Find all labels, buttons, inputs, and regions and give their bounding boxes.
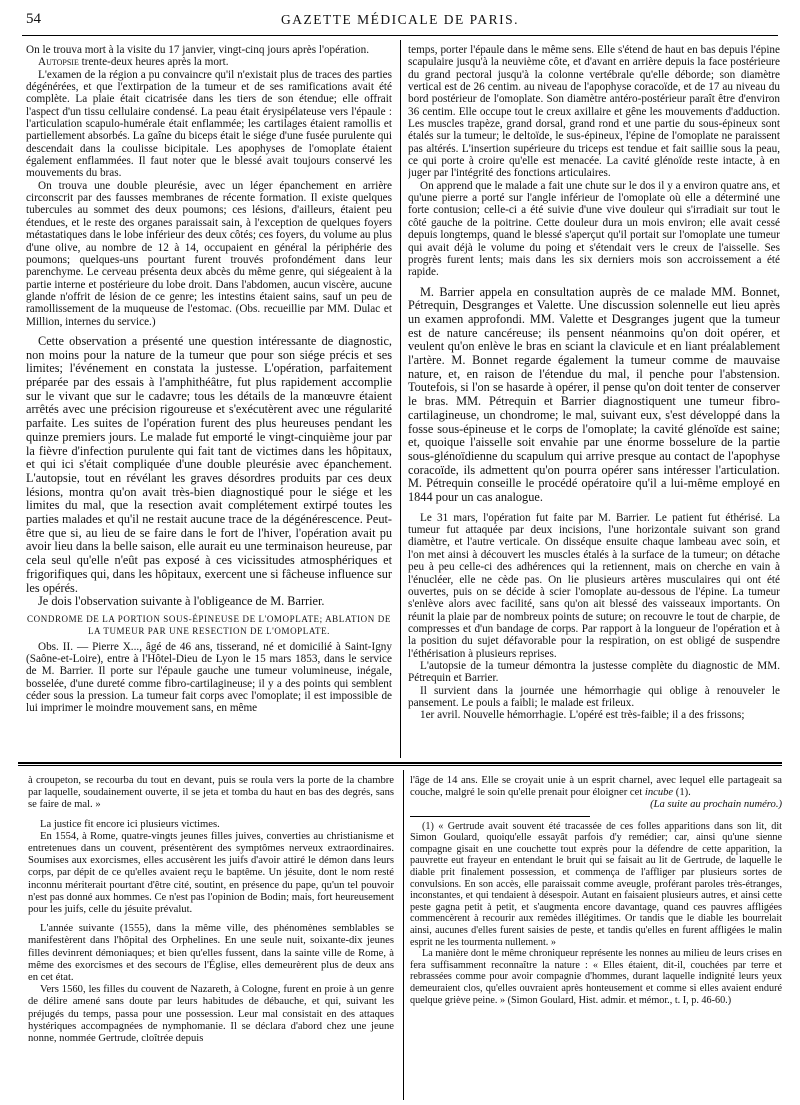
paragraph: Cette observation a présenté une question intéressante de diagnostic, non moins pour la nature de la tumeur que pour son siége précis et ses limites; l'événement en constata la justesse. L'opération, parfaitement préparée par des essais à l'amphithéâtre, fut plus rapidement accomplie sur le vivant que sur le cadavre; tous les détails de la manœuvre étaient arrêtés avec une précision rigoureuse et s'exécutèrent avec une régularité parfaite. Les suites de l'opération furent des plus heureuses pendant les quinze premiers jours. Le malade fut emporté le vingt-cinquième jour par la fièvre d'infection purulente qui fait tant de victimes dans les hôpitaux, et qui ici s'était compliquée d'une double pleurésie avec épanchement. L'autopsie, tout en révélant les graves désordres produits par ces deux lésions, montra qu'on avait très-bien diagnostiqué pour le siége et les limites du mal, que la resection avait complétement extirpé toutes les parties malades et qu'il ne restait aucune trace de la dégénérescence. Peut-être que si, au lieu de se faire dans le fort de l'hiver, l'opération avait pu avoir lieu dans la belle saison, elle aurait eu une terminaison heureuse, par cela seul qu'elle n'eût pas exposé à ces vicissitudes atmosphériques et frigorifiques qui, dans les hôpitaux, exercent une si fâcheuse influence sur les opérés. [26,333,392,595]
footnote-rule [410,816,590,817]
section-title: CONDROME DE LA PORTION SOUS-ÉPINEUSE DE L'OMOPLATE; ABLATION DE LA TUMEUR PAR UNE RESECTION DE L'OMOPLATE. [27,613,391,637]
continuation-note: (La suite au prochain numéro.) [650,799,782,811]
footnote: La manière dont le même chroniqueur représente les nonnes au milieu de leurs crises en fera suffisamment reconnaître la nature : « Elles étaient, dit-il, couchées par terre et rebrassées comme pour avoir compagnie d'hommes, durant laquelle indignité leurs yeux demeuraient clos, qu'elles ouvraient après honteusement et comme si elles avaient enduré quelque griève peine. » (Simon Goulard, Hist. admir. et mémor., t. I, p. 46-60.) [410,948,782,1006]
paragraph: temps, porter l'épaule dans le même sens. Elle s'étend de haut en bas depuis l'épine scapulaire jusqu'à la neuvième côte, et d'avant en arrière depuis la face postérieure du grand pectoral jusqu'à la colonne vertébrale qu'elle déborde; son diamètre vertical est de 26 centim. au niveau de l'apophyse coracoïde, et de 17 au niveau du bord postérieur de l'omoplate. Son diamètre antéro-postérieur paraît être d'environ 36 centim. Elle occupe tout le creux axillaire et gêne les mouvements d'adduction. Les muscles trapèze, grand dorsal, grand rond et une partie du sous-épineux sont étalés sur la tumeur; le deltoïde, le sus-épineux, l'épine de l'omoplate ne paraissent pas altérés. L'insertion supérieure du triceps est tendue et fait saillie sous la peau, ce qui porte à croire qu'elle est menacée. La cavité glénoïde reste intacte, à en juger par l'intégrité des fonctions articulaires. [408,44,780,180]
autopsy-text: trente-deux heures après la mort. [78,56,229,69]
feuilleton-right-column [410,775,782,1101]
feuilleton-rule-thin [18,765,782,766]
page-header [22,9,778,36]
paragraph [410,775,782,799]
left-column [26,44,392,756]
page-number: 54 [26,11,41,27]
paragraph: 1er avril. Nouvelle hémorrhagie. L'opéré est très-faible; il a des frissons; [420,709,745,722]
feuilleton-left-column [28,775,394,1101]
column-divider [400,40,401,758]
paragraph: M. Barrier appela en consultation auprès de ce malade MM. Bonnet, Pétrequin, Desgranges et Valette. Une discussion solennelle eut lieu après un examen approfondi. MM. Valette et Desgranges jugent que la tumeur est de nature cancéreuse; ils pensent néanmoins qu'on doit opérer, et veulent qu'on enlève le bras en sciant la clavicule et en liant préalablement l'artère. M. Bonnet regarde également la tumeur comme de mauvaise nature, et, en raison de l'étendue du mal, il penche pour l'abstension. Toutefois, si l'on se hasarde à opérer, il pense qu'on doit tenter de conserver le bras. MM. Pétrequin et Barrier diagnostiquent une tumeur fibro-cartilagineuse, un chondrome; le mal, suivant eux, s'est développé dans la fosse sous-épineuse et le corps de l'omoplate; la cavité glénoïde est saine; et, quoique l'aisselle soit envahie par une énorme bosselure de la partie sous-glénoïdienne du scapulum qui arrive presque au contact de l'apophyse coracoïde, ils admettent qu'on pourra opérer sans intéresser l'articulation. M. Pétrequin conseille le procédé opératoire qu'il a lui-même employé en 1844 pour un cas analogue. [408,284,780,505]
paragraph: On apprend que le malade a fait une chute sur le dos il y a environ quatre ans, et qu'une pierre a porté sur l'angle inférieur de l'omoplate où elle a déterminé une forte contusion; celle-ci a été suivie d'une vive douleur qui s'irradiait sur tout le côté gauche de la poitrine. Cette douleur dura un mois environ; elle avait cessé depuis longtemps, quand le blessé s'aperçut qu'il portait sur l'omoplate une tumeur qui avait déjà le volume du poing et s'étendait vers le creux de l'aisselle. Ses progrès furent lents; mais dans les six derniers mois son accroissement a été rapide. [408,179,780,279]
paragraph: à croupeton, se recourba du tout en devant, puis se roula vers la porte de la chambre par laquelle, soudainement ouverte, il se jeta et tomba du haut en bas des degrés, sans se faire de mal. » [28,775,394,811]
paragraph: Je dois l'observation suivante à l'obligeance de M. Barrier. [38,594,325,609]
paragraph: Il survient dans la journée une hémorrhagie qui oblige à renouveler le pansement. Le pouls a faibli; le malade est frileux. [408,684,780,709]
paragraph: L'autopsie de la tumeur démontra la justesse complète du diagnostic de MM. Pétrequin et Barrier. [408,659,780,685]
feuilleton-rule [18,762,782,764]
paragraph: La justice fit encore ici plusieurs victimes. [40,818,220,830]
italic-word: incube [644,787,674,799]
autopsy-paragraph [26,56,392,68]
text-run: l'âge de 14 ans. Elle se croyait unie à un esprit charnel, avec lequel elle partageait sa couche, malgré le soin qu'elle prenait pour éloigner cet [410,775,782,799]
text-run: (1). [673,787,691,799]
feuilleton-divider [403,770,404,1100]
paragraph: Le 31 mars, l'opération fut faite par M. Barrier. Le patient fut éthérisé. La tumeur fut attaquée par deux incisions, l'une horizontale suivant son grand diamètre, et l'autre verticale. On disséque ensuite chaque lambeau avec soin, et l'on met ainsi à découvert les muscles étalés à la surface de la tumeur; on détache peu à peu celle-ci des adhérences qui la retiennent, mais on cherche en vain à l'énucléer, elle ne cède pas. On lie plusieurs artères musculaires qui ont été ouvertes, puis on se décide à scier l'omoplate au-dessous de l'épine. La tumeur s'enlève alors avec facilité, sans qu'on ait blessé des vaisseaux importants. On réunit la plaie par de nombreux points de suture; on recouvre le tout de charpie, de compresses et d'un bandage de corps. Par rapport à la longueur de l'opération et à la position du sujet défavorable pour la respiration, on est obligé de suspendre l'éthérisation à plusieurs reprises. [408,511,780,660]
paragraph: L'année suivante (1555), dans la même ville, des phénomènes semblables se manifestèrent dans l'hôpital des Orphelines. En une seule nuit, soixante-dix jeunes filles devinrent démoniaques; et bien qu'elles fussent, dans la sainte ville de Rome, à même des exorcismes et des secours de l'Église, elles demeurèrent plus de deux ans en cet état. [28,923,394,984]
paragraph: On trouva une double pleurésie, avec un léger épanchement en arrière circonscrit par des fausses membranes de récente formation. Il existe quelques tubercules au sommet des deux poumons; ces lésions, d'ailleurs, étaient peu étendues, et le reste des organes paraissait sain, à l'exception de quelques foyers métastatiques dans le lobe inférieur des deux côtés; ces foyers, du volume au plus d'une olive, au nombre de 12 à 14, occupaient en général la périphérie des poumons; quelques-uns pourtant furent trouvés profondément dans leur parenchyme. Le cerveau présenta deux abcès du même genre, qui siégeaient à la partie interne et postérieure du lobe droit. Dans l'abdomen, aucun viscère, aucune glande n'offrit de lésion de ce genre; les intestins étaient sains, sauf un peu de ramollissement de la muqueuse de l'estomac. (Obs. recueillie par MM. Dulac et Million, internes du service.) [26,179,392,328]
paragraph: Vers 1560, les filles du couvent de Nazareth, à Cologne, furent en proie à un genre de délire amené sans doute par leurs habitudes de débauche, et qui, suivant les préjugés du temps, passa pour une possession. Leur mal consistait en des attaques hystériques accompagnées de nymphomanie. Il se déclara d'abord chez une jeune nonne, nommée Gertrude, cloîtrée depuis [28,984,394,1045]
right-column [408,44,780,756]
paragraph: L'examen de la région a pu convaincre qu'il n'existait plus de traces des parties dégénérées, et que l'extirpation de la tumeur et de ses ramifications avait été complète. La plaie était cicatrisée dans les tiers de son étendue; elle offrait l'aspect d'un tissu cellulaire condensé. La peau était érysipélateuse vers l'épaule : l'articulation scapulo-humérale était enflammée; les cartilages étaient ramollis et partiellement absorbés. La gaîne du biceps était le siége d'une fusée purulente qui descendait dans la coulisse bicipitale. Les apophyses de l'omoplate étaient également enflammées. Il faut noter que le blessé avait toujours conservé les mouvements du bras. [26,68,392,180]
footnote: (1) « Gertrude avait souvent été tracassée de ces folles apparitions dans son lit, dit Simon Goulard, quoiqu'elle essayât parfois d'y remédier; car, ainsi qu'une sienne compagne gisait en une couchette tout exprès pour la défendre de cette apparition, la pauvrette eut frayeur en entendant le bruit qui se faisait au lit de Gertrude, de laquelle le diable prit finalement possession, et commença de l'affliger par plusieurs sortes de convulsions. En son accès, elle paraissait comme aveugle, proférant paroles très-étranges, inconstantes, et qui tendaient à désespoir. Autant en faisaient plusieurs autres, et ainsi cette peste gagna petit à petit, et s'augmenta encore davantage, quand ces pauvres affligées commencèrent à recourir aux remèdes illégitimes. Or tandis que le diable les bourrelait ainsi, aucunes d'elles furent saisies de peste, et tandis qu'elles en furent affligées le malin esprit ne les tourmenta nullement. » [410,820,782,948]
paragraph: On le trouva mort à la visite du 17 janvier, vingt-cinq jours après l'opération. [26,44,370,56]
paragraph: En 1554, à Rome, quatre-vingts jeunes filles juives, converties au christianisme et entretenues dans un couvent, présentèrent des symptômes nerveux extraordinaires. Soumises aux exorcismes, elles accusèrent les juifs d'avoir attiré le démon dans leurs corps, par dépit de ce qu'elles avaient reçu le baptême. Un jésuite, dont le nom resté inconnu mériterait pourtant d'être cité, soutint, en présence du pape, qu'un tel pouvoir n'est pas donné aux hommes. Ce n'est pas l'opinion de Bodin; mais, fort heureusement pour les juifs, celle du jésuite prévalut. [28,830,394,916]
autopsy-label: Autopsie [38,56,79,69]
running-title: GAZETTE MÉDICALE DE PARIS. [281,12,519,27]
paragraph: Obs. II. — Pierre X..., âgé de 46 ans, tisserand, né et domicilié à Saint-Igny (Saône-et-Loire), entre à l'Hôtel-Dieu de Lyon le 15 mars 1853, dans le service de M. Barrier. Il porte sur l'épaule gauche une tumeur volumineuse, inégale, bosselée, d'une dureté comme fibro-cartilagineuse; il y a des points qui semblent céder sous la pression. La tumeur fait corps avec l'omoplate; il est impossible de lui imprimer le moindre mouvement sans, en même [26,640,392,715]
